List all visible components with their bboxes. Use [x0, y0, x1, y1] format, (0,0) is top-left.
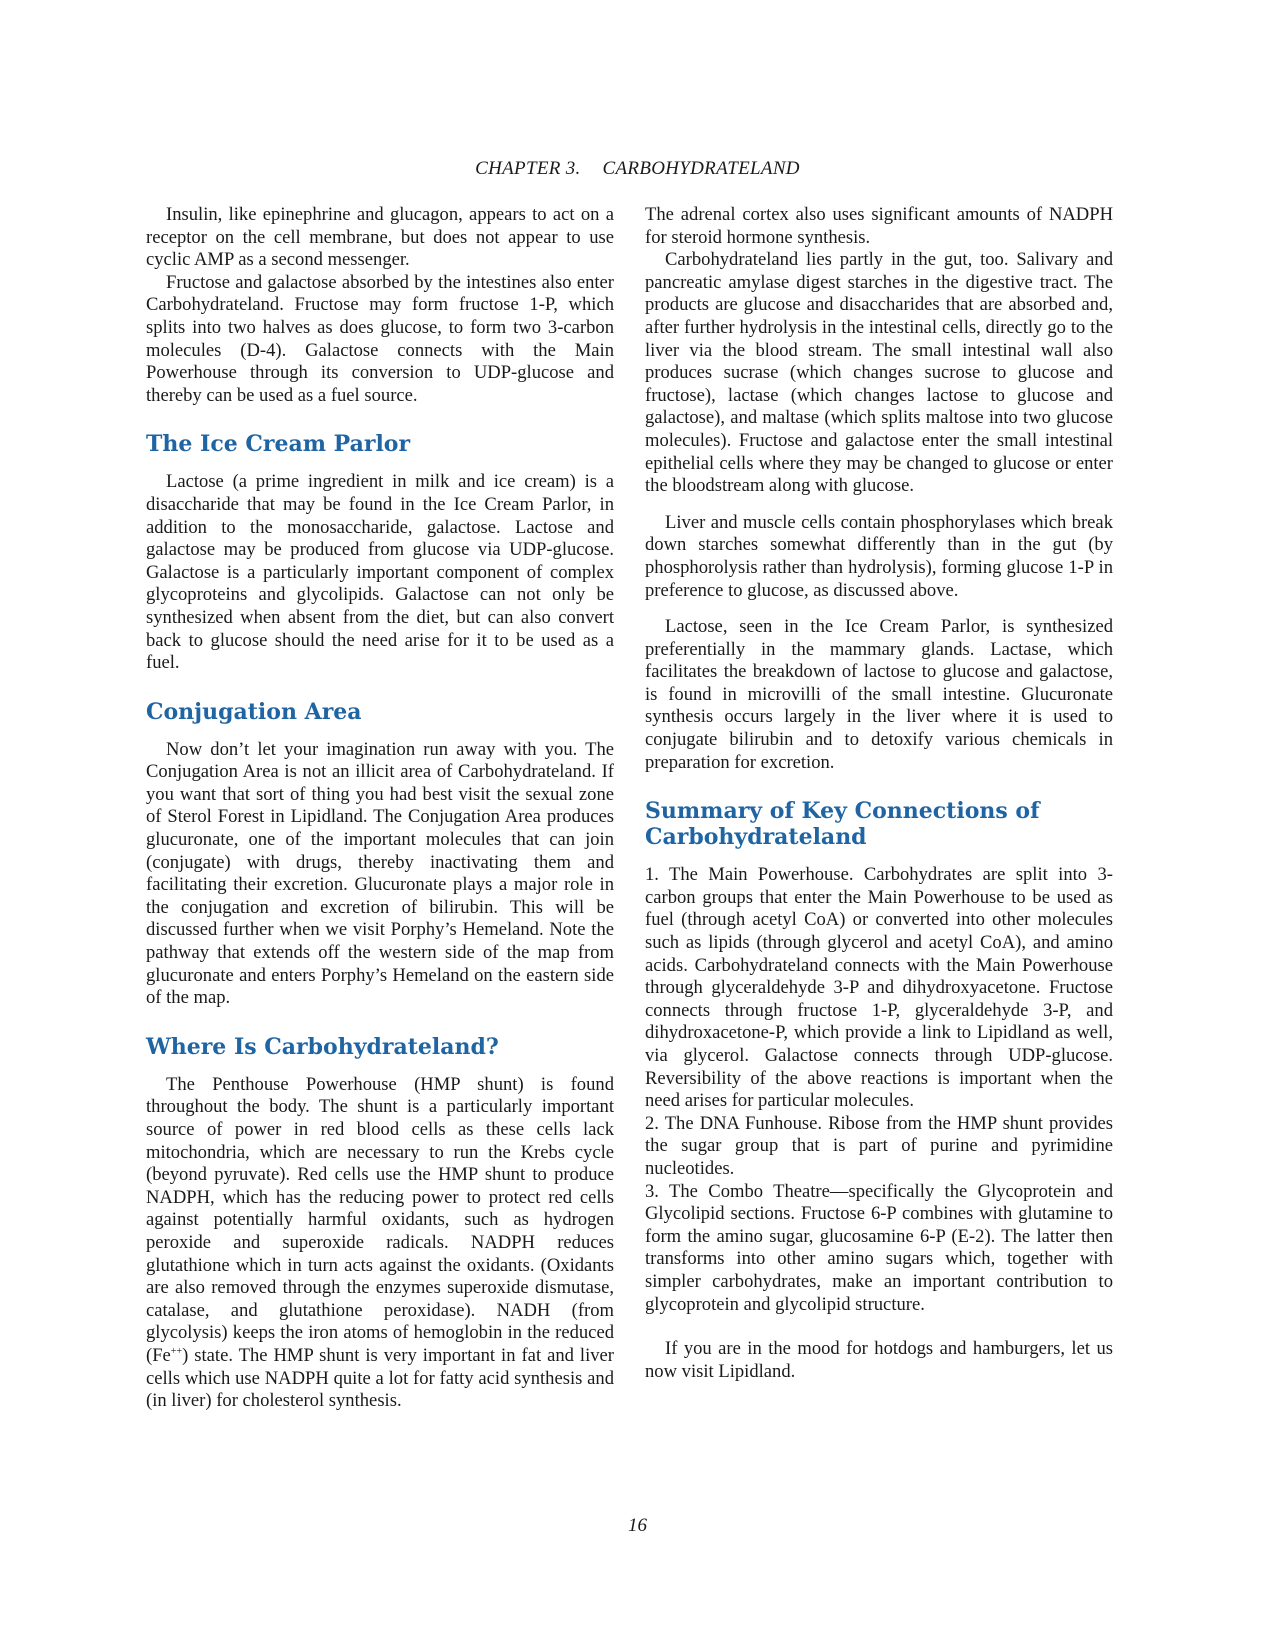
paragraph-continuation: The adrenal cortex also uses significant amounts of NADPH for steroid hormone synthesis.: [645, 204, 1113, 248]
paragraph: Lactose (a prime ingredient in milk and ice cream) is a disaccharide that may be found in the Ice Cream Parlor, in addition to the monosaccharide, galactose. Lactose and galactose may be produced from glucose via UDP-glucose. Galactose is a particularly important component of complex glycoproteins and glycolipids. Galactose can not only be synthesized when absent from the diet, but can also convert back to glucose should the need arise for it to be used as a fuel.: [146, 471, 614, 674]
summary-item: 2. The DNA Funhouse. Ribose from the HMP shunt provides the sugar group that is part of purine and pyrimidine nucleotides.: [645, 1112, 1113, 1179]
left-column: [146, 204, 614, 1413]
iron-symbol: Fe: [152, 1344, 171, 1366]
section-heading-summary: Summary of Key Connections of Carbohydrateland: [645, 798, 1040, 851]
iron-charge: ++: [170, 1345, 183, 1357]
paragraph: Carbohydrateland lies partly in the gut, too. Salivary and pancreatic amylase digest starches in the digestive tract. The products are glucose and disaccharides that are absorbed and, after further hydrolysis in the intestinal cells, directly go to the liver via the blood stream. The small intestinal wall also produces sucrase (which changes sucrose to glucose and fructose), lactase (which changes lactose to glucose and galactose), and maltase (which splits maltose into two glucose molecules). Fructose and galactose enter the small intestinal epithelial cells where they may be changed to glucose or enter the bloodstream along with glucose.: [645, 249, 1113, 497]
chapter-title: CARBOHYDRATELAND: [602, 158, 800, 179]
paragraph: Fructose and galactose absorbed by the intestines also enter Carbohydrateland. Fructose may form fructose 1-P, which splits into two halves as does glucose, to form two 3-carbon molecules (D-4). Galactose connects with the Main Powerhouse through its conversion to UDP-glucose and thereby can be used as a fuel source.: [146, 271, 614, 406]
paragraph: Liver and muscle cells contain phosphorylases which break down starches somewhat differently than in the gut (by phosphorolysis rather than hydrolysis), forming glucose 1-P in preference to glucose, as discussed above.: [645, 511, 1113, 601]
paragraph: Insulin, like epinephrine and glucagon, appears to act on a receptor on the cell membrane, but does not appear to use cyclic AMP as a second messenger.: [146, 204, 614, 271]
section-heading-ice-cream-parlor: The Ice Cream Parlor: [146, 431, 411, 458]
running-header: [0, 158, 1275, 180]
summary-item: 1. The Main Powerhouse. Carbohydrates are split into 3-carbon groups that enter the Main Powerhouse to be used as fuel (through acetyl CoA) or converted into other molecules such as lipids (through glycerol and acetyl CoA), and amino acids. Carbohydrateland connects with the Main Powerhouse through glyceraldehyde 3-P and dihydroxyacetone. Fructose connects through fructose 1-P, glyceraldehyde 3-P, and dihydroxacetone-P, which provide a link to Lipidland as well, via glycerol. Galactose connects through UDP-glucose. Reversibility of the above reactions is important when the need arises for particular molecules.: [645, 864, 1113, 1112]
paragraph-text: The Penthouse Powerhouse (HMP shunt) is found throughout the body. The shunt is a particularly important source of power in red blood cells as these cells lack mitochondria, which are necessary to run the Krebs cycle (beyond pyruvate). Red cells use the HMP shunt to produce NADPH, which has the reducing power to protect red cells against potentially harmful oxidants, such as hydrogen peroxide and superoxide radicals. NADPH reduces glutathione which in turn acts against the oxidants. (Oxidants are also removed through the enzymes superoxide dismutase, catalase, and glutathione peroxidase). NADH (from glycolysis) keeps the iron atoms of hemoglobin in the reduced (: [146, 1073, 614, 1366]
closing-paragraph: If you are in the mood for hotdogs and hamburgers, let us now visit Lipidland.: [645, 1338, 1113, 1382]
paragraph-text: ) state. The HMP shunt is very important in fat and liver cells which use NADPH quite a lot for fatty acid synthesis and (in liver) for cholesterol synthesis.: [146, 1344, 614, 1412]
paragraph: [146, 1074, 614, 1413]
section-heading-where-is-carbohydrateland: Where Is Carbohydrateland?: [146, 1033, 499, 1060]
chapter-label: CHAPTER 3.: [475, 158, 581, 179]
page-number: 16: [628, 1515, 647, 1536]
section-heading-conjugation-area: Conjugation Area: [146, 698, 362, 725]
summary-item: 3. The Combo Theatre—specifically the Glycoprotein and Glycolipid sections. Fructose 6-P combines with glutamine to form the amino sugar, glucosamine 6-P (E-2). The latter then transforms into other amino sugars which, together with simpler carbohydrates, make an important contribution to glycoprotein and glycolipid structure.: [645, 1180, 1113, 1315]
right-column: [645, 204, 1113, 1383]
paragraph: Now don’t let your imagination run away with you. The Conjugation Area is not an illicit area of Carbohydrateland. If you want that sort of thing you had best visit the sexual zone of Sterol Forest in Lipidland. The Conjugation Area produces glucuronate, one of the important molecules that can join (conjugate) with drugs, thereby inactivating them and facilitating their excretion. Glucuronate plays a major role in the conjugation and excretion of bilirubin. This will be discussed further when we visit Porphy’s Hemeland. Note the pathway that extends off the western side of the map from glucuronate and enters Porphy’s Hemeland on the eastern side of the map.: [146, 738, 614, 1009]
paragraph: Lactose, seen in the Ice Cream Parlor, is synthesized preferentially in the mammary glands. Lactase, which facilitates the breakdown of lactose to glucose and galactose, is found in microvilli of the small intestine. Glucuronate synthesis occurs largely in the liver where it is used to conjugate bilirubin and to detoxify various chemicals in preparation for excretion.: [645, 616, 1113, 773]
